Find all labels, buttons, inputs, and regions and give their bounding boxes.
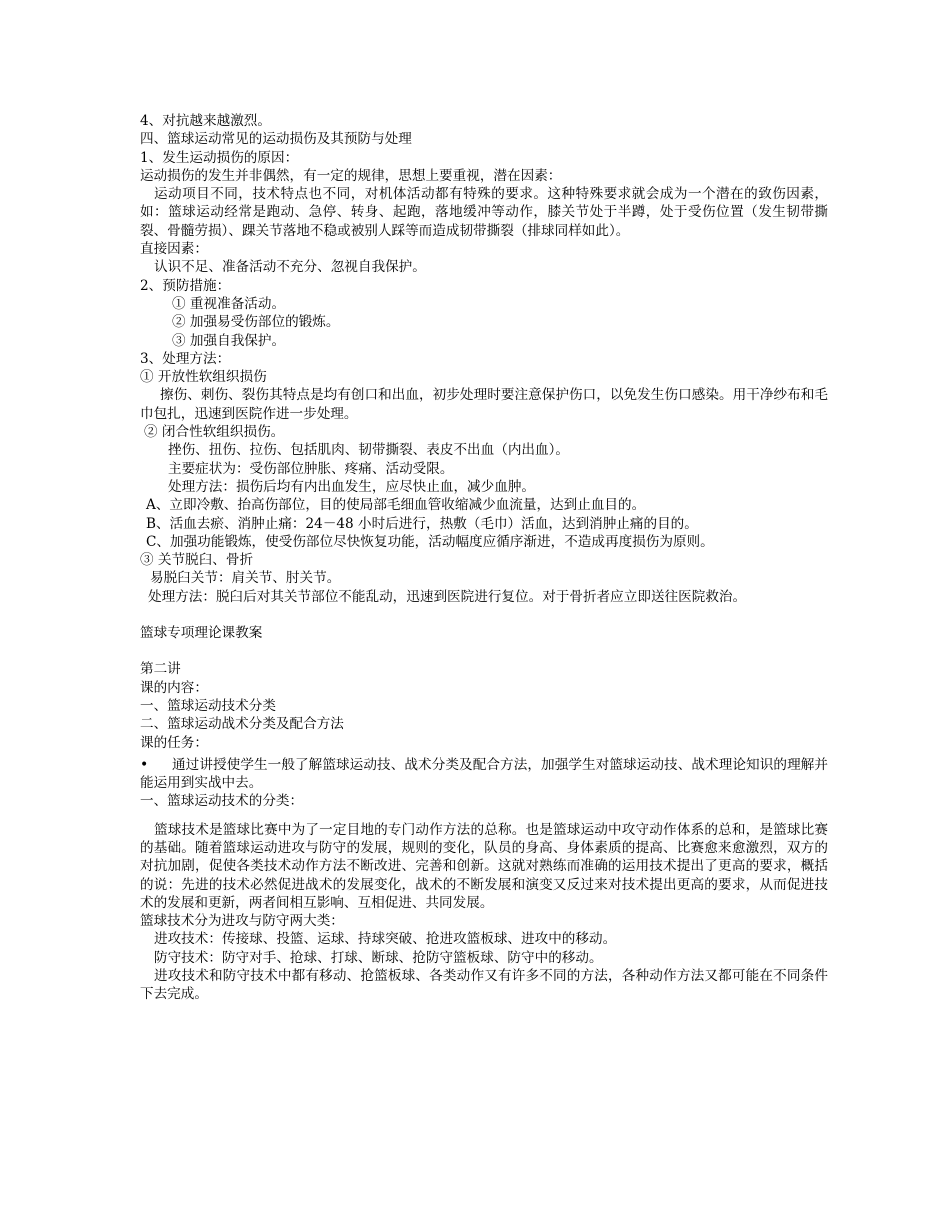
list-item: C、加强功能锻炼，使受伤部位尽快恢复功能，活动幅度应循序渐进，不造成再度损伤为原则。 [146,533,714,550]
list-item: A、立即冷敷、抬高伤部位，目的使局部毛细血管收缩减少血流量，达到止血目的。 [146,497,646,514]
list-item: ③ 关节脱臼、骨折 [140,552,254,569]
document-title: 篮球专项理论课教案 [140,625,263,642]
text-line: 防守技术：防守对手、抢球、打球、断球、抢防守篮板球、防守中的移动。 [154,949,603,966]
text-line: 挫伤、扭伤、拉伤、包括肌肉、韧带撕裂、表皮不出血（内出血）。 [168,442,570,459]
list-item: ③ 加强自我保护。 [172,332,286,349]
text-line: 运动损伤的发生并非偶然，有一定的规律，思想上要重视，潜在因素： [140,167,562,184]
text-line: 课的任务： [140,734,208,751]
text-line: 一、篮球运动技术分类 [140,697,276,714]
lecture-heading: 第二讲 [140,661,181,678]
paragraph: 擦伤、刺伤、裂伤其特点是均有创口和出血，初步处理时要注意保护伤口，以免发生伤口感染。用干净纱布和毛巾包扎，迅速到医院作进一步处理。 [140,387,828,422]
paragraph: 进攻技术和防守技术中都有移动、抢篮板球、各类动作又有许多不同的方法，各种动作方法又都可能在不同条件下去完成。 [140,968,828,1003]
subsection-heading: 1、发生运动损伤的原因： [140,149,299,166]
section-heading: 一、篮球运动技术的分类： [140,793,304,810]
list-item: ① 开放性软组织损伤 [140,369,267,386]
text-line: 易脱臼关节：肩关节、肘关节。 [150,570,341,587]
text-line: 二、篮球运动战术分类及配合方法 [140,716,344,733]
section-heading: 四、篮球运动常见的运动损伤及其预防与处理 [140,131,412,148]
text-line: 直接因素： [140,241,208,258]
document-page [140,112,828,1004]
list-item: ① 重视准备活动。 [172,295,286,312]
text-line: 处理方法：损伤后均有内出血发生，应尽快止血，减少血肿。 [168,478,536,495]
paragraph: 运动项目不同，技术特点也不同，对机体活动都有特殊的要求。这种特殊要求就会成为一个潜在的致伤因素，如：篮球运动经常是跑动、急停、转身、起跑，落地缓冲等动作，膝关节处于半蹲，处于受伤位置（发生韧带撕裂、骨髓劳损）、踝关节落地不稳或被别人踩等而造成韧带撕裂（排球同样如此）。 [140,186,828,239]
paragraph: 处理方法：脱臼后对其关节部位不能乱动，迅速到医院进行复位。对于骨折者应立即送往医院救治。 [148,588,747,605]
text-line: 主要症状为：受伤部位肿胀、疼痛、活动受限。 [168,460,454,477]
text-line: 认识不足、准备活动不充分、忽视自我保护。 [154,259,426,276]
paragraph: 篮球技术是篮球比赛中为了一定目地的专门动作方法的总称。也是篮球运动中攻守动作体系的总和，是篮球比赛的基础。随着篮球运动进攻与防守的发展，规则的变化，队员的身高、身体素质的提高、比赛愈来愈激烈，双方的对抗加剧，促使各类技术动作方法不断改进、完善和创新。这就对熟练而准确的运用技术提出了更高的要求，概括的说：先进的技术必然促进战术的发展变化，战术的不断发展和演变又反过来对技术提出更高的要求，从而促进技术的发展和更新，两者间相互影响、互相促进、共同发展。 [140,821,828,911]
list-item: ② 加强易受伤部位的锻炼。 [172,314,340,331]
list-item: ② 闭合性软组织损伤。 [144,424,285,441]
subsection-heading: 2、预防措施： [140,277,231,294]
text-line: 进攻技术：传接球、投篮、运球、持球突破、抢进攻篮板球、进攻中的移动。 [154,931,617,948]
bullet-text: 通过讲授使学生一般了解篮球运动技、战术分类及配合方法，加强学生对篮球运动技、战术理论知识的理解并能运用到实战中去。 [140,756,828,792]
bullet-icon: • [140,756,149,773]
subsection-heading: 3、处理方法： [140,350,231,367]
text-line: 篮球技术分为进攻与防守两大类： [140,913,344,930]
list-item: B、活血去瘀、消肿止痛：24－48 小时后进行，热敷（毛巾）活血，达到消肿止痛的目的。 [146,515,698,532]
text-line: 课的内容： [140,679,208,696]
text-line: 4、对抗越来越激烈。 [140,113,271,129]
